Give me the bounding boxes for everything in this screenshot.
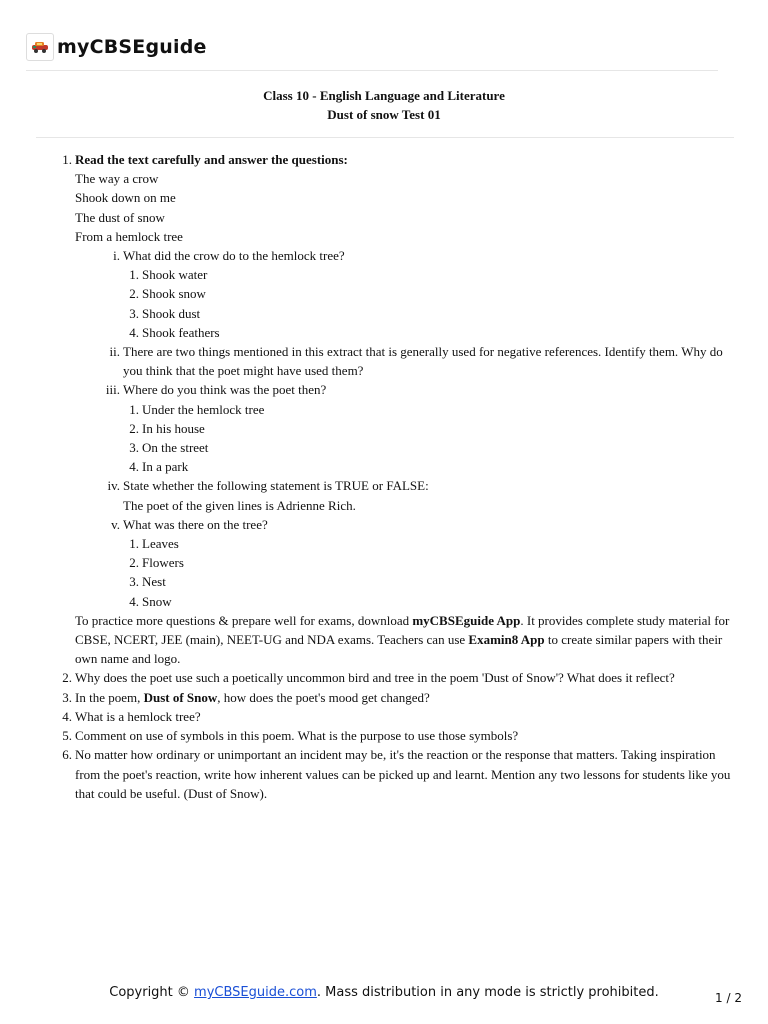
- poem-line: The dust of snow: [75, 209, 165, 225]
- question-heading: Read the text carefully and answer the questions:: [75, 152, 348, 167]
- question-number: 1.: [62, 152, 72, 167]
- brand-name[interactable]: myCBSEguide: [57, 36, 207, 58]
- question-number: 4.: [62, 708, 72, 724]
- mycbseguide-link[interactable]: myCBSEguide.com: [194, 985, 317, 1000]
- question-text: No matter how ordinary or unimportant an incident may be, it's the reaction or the response that matters. Taking inspiration from the poet's reaction, write how inherent values can be picked up and learnt. Mention any two lessons for students like you that could be useful. (Dust of Snow).: [75, 747, 731, 801]
- document-title: [0, 86, 768, 124]
- sub-question-number: iii.: [105, 382, 120, 398]
- option-text: Under the hemlock tree: [142, 401, 265, 417]
- copyright-footer: Copyright © myCBSEguide.com. Mass distribution in any mode is strictly prohibited.: [109, 985, 659, 1000]
- title-line-2: Dust of snow Test 01: [327, 107, 441, 122]
- option-item: [0, 572, 768, 591]
- title-divider: [36, 137, 734, 138]
- sub-question-text: What did the crow do to the hemlock tree?: [123, 248, 345, 264]
- option-item: [0, 592, 768, 611]
- option-text: On the street: [142, 440, 209, 456]
- option-item: [0, 284, 768, 303]
- option-text: In a park: [142, 459, 189, 475]
- option-item: [0, 323, 768, 342]
- question-4: [0, 707, 768, 726]
- option-item: [0, 553, 768, 572]
- sub-question-text: State whether the following statement is TRUE or FALSE:: [123, 478, 429, 494]
- question-number: 2.: [62, 670, 72, 686]
- option-item: [0, 438, 768, 457]
- option-text: Shook dust: [142, 305, 201, 321]
- question-text: Why does the poet use such a poetically uncommon bird and tree in the poem 'Dust of Snow'? What does it reflect?: [75, 670, 675, 686]
- option-text: Snow: [142, 593, 172, 609]
- option-text: Shook feathers: [142, 324, 220, 340]
- option-item: [0, 304, 768, 323]
- examin8-app-name: Examin8 App: [468, 632, 545, 648]
- option-number: 1.: [129, 401, 139, 417]
- sub-question-iv: [0, 476, 768, 495]
- question-2: [0, 668, 768, 687]
- sub-question-number: v.: [111, 516, 120, 532]
- sub-question-ii: [0, 342, 768, 380]
- sub-question-number: iv.: [107, 478, 120, 494]
- sub-question-i: [0, 246, 768, 265]
- question-list: [0, 150, 768, 803]
- poem-line: The way a crow: [75, 171, 159, 187]
- question-number: 3.: [62, 689, 72, 705]
- brand-logo[interactable]: [26, 33, 54, 61]
- question-number: 5.: [62, 728, 72, 744]
- option-item: [0, 400, 768, 419]
- sub-question-text: What was there on the tree?: [123, 516, 268, 532]
- poem-line: From a hemlock tree: [75, 228, 183, 244]
- option-number: 1.: [129, 267, 139, 283]
- question-3: 3. In the poem, Dust of Snow, how does the poet's mood get changed?: [0, 688, 768, 707]
- question-text: What is a hemlock tree?: [75, 708, 201, 724]
- option-item: [0, 534, 768, 553]
- option-number: 3.: [129, 574, 139, 590]
- option-number: 2.: [129, 286, 139, 302]
- poem-line: Shook down on me: [75, 190, 176, 206]
- option-number: 4.: [129, 593, 139, 609]
- sub-question-iii: [0, 380, 768, 399]
- option-number: 4.: [129, 459, 139, 475]
- question-6: [0, 745, 768, 803]
- option-number: 3.: [129, 305, 139, 321]
- sub-question-text: There are two things mentioned in this extract that is generally used for negative references. Identify them. Why do you think that the poet might have used them?: [123, 344, 723, 379]
- page-number: 1 / 2: [715, 991, 742, 1005]
- sub-question-text: Where do you think was the poet then?: [123, 382, 327, 398]
- sub-question-v: [0, 515, 768, 534]
- title-line-1: Class 10 - English Language and Literature: [263, 88, 505, 103]
- car-logo-icon: [30, 40, 50, 54]
- app-name: myCBSEguide App: [412, 612, 521, 628]
- question-text: Comment on use of symbols in this poem. What is the purpose to use those symbols?: [75, 728, 519, 744]
- option-text: Shook water: [142, 267, 208, 283]
- question-1: [0, 150, 768, 246]
- sub-question-number: ii.: [109, 344, 120, 360]
- option-item: [0, 457, 768, 476]
- question-number: 6.: [62, 747, 72, 763]
- option-number: 4.: [129, 324, 139, 340]
- option-text: Leaves: [142, 536, 179, 552]
- option-text: Shook snow: [142, 286, 206, 302]
- option-number: 2.: [129, 420, 139, 436]
- option-number: 1.: [129, 536, 139, 552]
- option-text: Nest: [142, 574, 166, 590]
- option-item: [0, 419, 768, 438]
- option-number: 2.: [129, 555, 139, 571]
- true-false-statement: The poet of the given lines is Adrienne Rich.: [123, 497, 356, 513]
- poem-title: Dust of Snow: [143, 689, 218, 705]
- sub-question-number: i.: [113, 248, 120, 264]
- option-number: 3.: [129, 440, 139, 456]
- header: [26, 30, 207, 64]
- header-divider: [26, 70, 718, 71]
- option-item: [0, 265, 768, 284]
- question-5: [0, 726, 768, 745]
- option-text: In his house: [142, 420, 205, 436]
- option-text: Flowers: [142, 555, 184, 571]
- promo-paragraph: To practice more questions & prepare well for exams, download myCBSEguide App. It provides complete study material for CBSE, NCERT, JEE (main), NEET-UG and NDA exams. Teachers can use Examin8 App to create similar papers with their own name and logo.: [75, 612, 730, 667]
